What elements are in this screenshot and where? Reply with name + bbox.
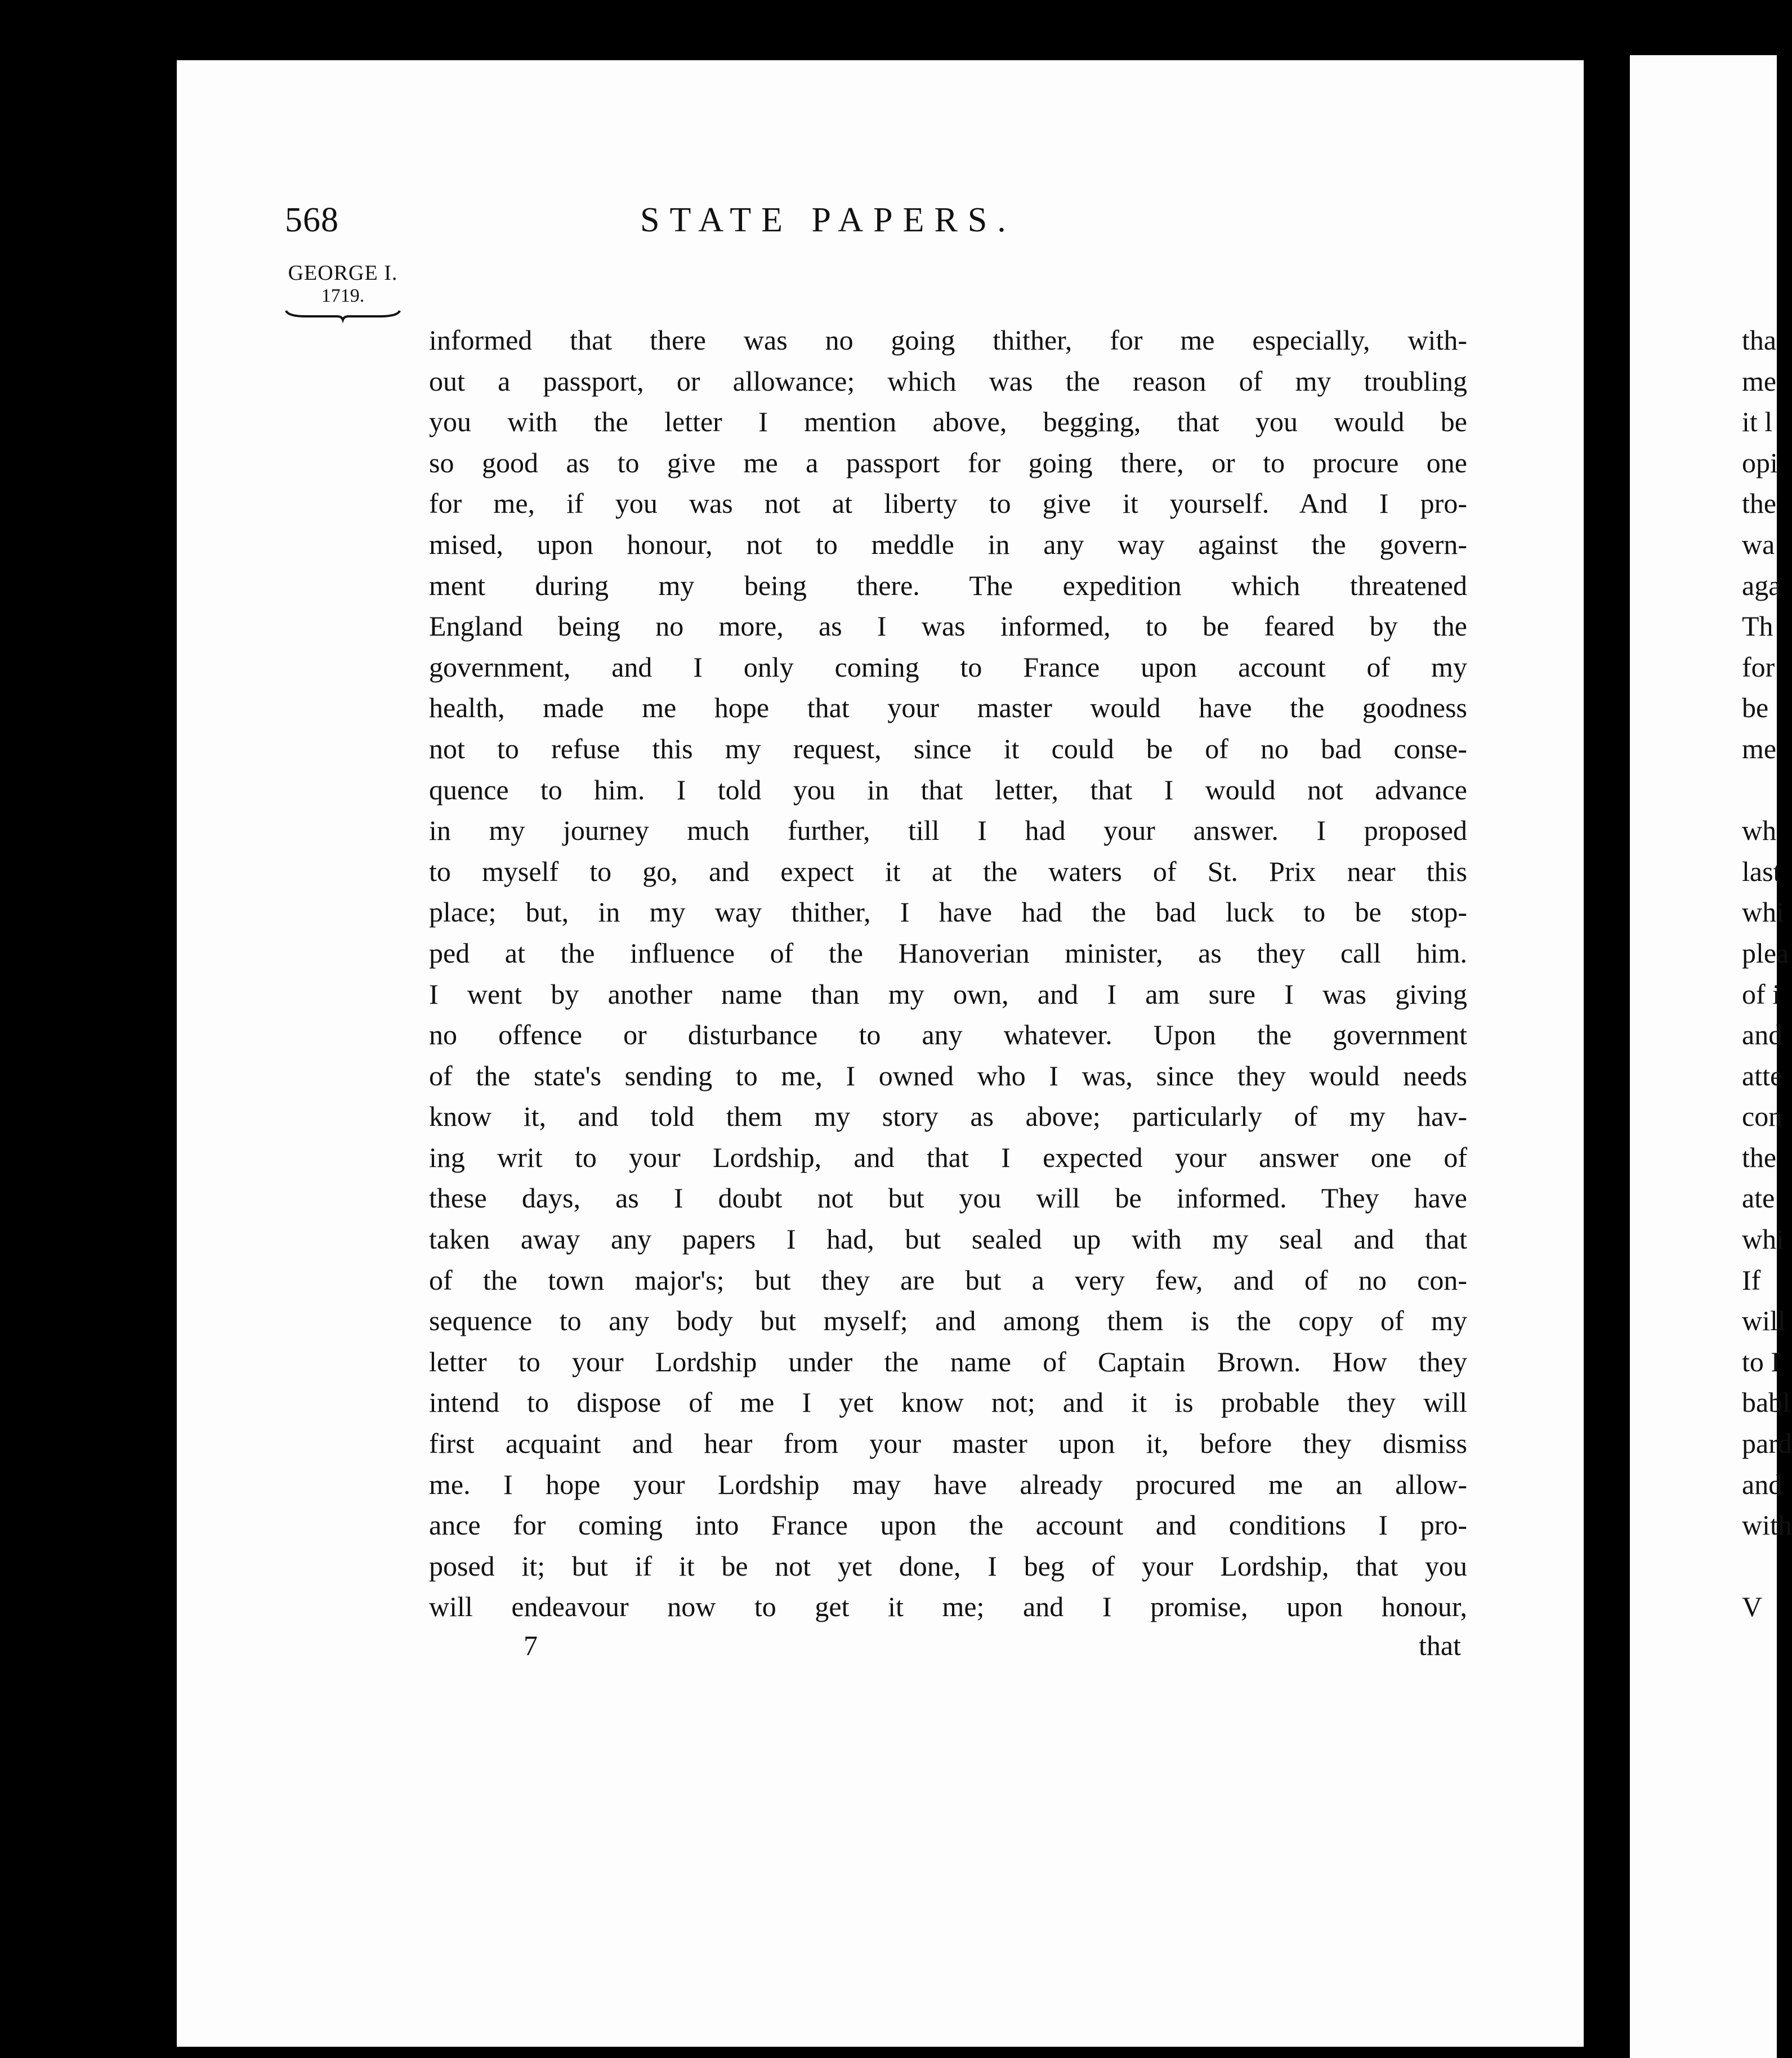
signature-mark: 7 [524,1630,538,1661]
facing-text-fragment: and [1742,1019,1783,1051]
text-line: place; but, in my way thither, I have had the bad luck to be stop- [429,896,1467,928]
text-line: no offence or disturbance to any whatever. Upon the government [429,1019,1467,1051]
facing-text-fragment [1742,1546,1777,1587]
facing-text-fragment: me [1742,365,1777,397]
text-line: not to refuse this my request, since it could be of no bad conse- [429,732,1467,764]
text-line: government, and I only coming to France upon account of my [429,651,1467,683]
facing-text-fragment: atte [1742,1059,1783,1091]
text-line: ance for coming into France upon the account and conditions I pro- [429,1509,1467,1541]
text-line: for me, if you was not at liberty to give it yourself. And I pro- [429,487,1467,520]
facing-text-fragment: babl [1742,1386,1791,1419]
text-line: in my journey much further, till I had your answer. I proposed [429,815,1467,847]
facing-text-fragment: of i [1742,978,1781,1010]
facing-text-fragment: whi [1742,1223,1784,1255]
text-line: mised, upon honour, not to meddle in any way against the govern- [429,528,1467,560]
facing-text-fragment: If [1742,1264,1761,1296]
facing-text-fragment: ate [1742,1182,1775,1214]
text-line: of the town major's; but they are but a very few, and of no con- [429,1264,1467,1296]
text-line: England being no more, as I was informed, to be feared by the [429,610,1467,642]
facing-text-fragment: opi [1742,446,1778,478]
facing-text-fragment: wh [1742,815,1777,847]
facing-text-fragment: whi [1742,896,1784,928]
text-line: to myself to go, and expect it at the waters of St. Prix near this [429,855,1467,887]
facing-text-fragment: aga [1742,569,1781,601]
text-line: I went by another name than my own, and I am sure I was giving [429,978,1467,1010]
text-line: know it, and told them my story as above; particularly of my hav- [429,1100,1467,1133]
facing-text-fragment: Th [1742,610,1773,642]
text-line: intend to dispose of me I yet know not; and it is probable they will [429,1386,1467,1419]
text-line: me. I hope your Lordship may have already procured me an allow- [429,1468,1467,1500]
facing-text-fragment: V [1742,1591,1763,1623]
text-line: health, made me hope that your master would have the goodness [429,692,1467,724]
text-line: ing writ to your Lordship, and that I expected your answer one of [429,1141,1467,1173]
page-number: 568 [285,201,339,239]
text-line: posed it; but if it be not yet done, I beg of your Lordship, that you [429,1550,1467,1582]
facing-text-fragment: the [1742,1141,1777,1173]
margin-note-year: 1719. [321,285,365,306]
facing-text-fragment [1742,769,1777,811]
catchword: that [1419,1630,1461,1661]
text-line: ment during my being there. The expedition which threatened [429,569,1467,601]
facing-text-fragment: with [1742,1509,1792,1541]
facing-text-fragment: and [1742,1468,1783,1500]
facing-text-fragment: to I [1742,1345,1781,1377]
text-line: sequence to any body but myself; and among them is the copy of my [429,1305,1467,1337]
running-head: STATE PAPERS. [640,201,1016,239]
facing-text-fragment: pard [1742,1428,1792,1460]
facing-text-fragment: me [1742,732,1777,764]
text-line: so good as to give me a passport for going there, or to procure one [429,446,1467,478]
text-line: out a passport, or allowance; which was the reason of my troubling [429,365,1467,397]
text-line: these days, as I doubt not but you will be informed. They have [429,1182,1467,1214]
facing-text-fragment: it l [1742,406,1773,438]
facing-text-fragment: last [1742,855,1781,887]
facing-text-fragment: will [1742,1305,1786,1337]
text-line: will endeavour now to get it me; and I promise, upon honour, [429,1591,1467,1623]
body-text [429,320,1467,1627]
margin-note [278,262,408,321]
text-line: informed that there was no going thither, for me especially, with- [429,324,1467,356]
margin-bracket-ornament [284,308,402,321]
text-line: quence to him. I told you in that letter, that I would not advance [429,773,1467,806]
text-line: first acquaint and hear from your master upon it, before they dismiss [429,1428,1467,1460]
text-line: you with the letter I mention above, begging, that you would be [429,406,1467,438]
facing-text-fragment: tha [1742,324,1777,356]
facing-text-fragment: for [1742,651,1775,683]
text-line: ped at the influence of the Hanoverian minister, as they call him. [429,937,1467,969]
facing-page-text [1742,320,1792,1627]
text-line: taken away any papers I had, but sealed up with my seal and that [429,1223,1467,1255]
text-line: letter to your Lordship under the name of Captain Brown. How they [429,1345,1467,1377]
margin-note-title: GEORGE I. [288,261,398,285]
text-line: of the state's sending to me, I owned who I was, since they would needs [429,1059,1467,1091]
facing-text-fragment: con [1742,1100,1783,1133]
facing-text-fragment: wa [1742,528,1775,560]
facing-text-fragment: be [1742,692,1769,724]
facing-text-fragment: the [1742,487,1777,520]
facing-text-fragment: plea [1742,937,1789,969]
